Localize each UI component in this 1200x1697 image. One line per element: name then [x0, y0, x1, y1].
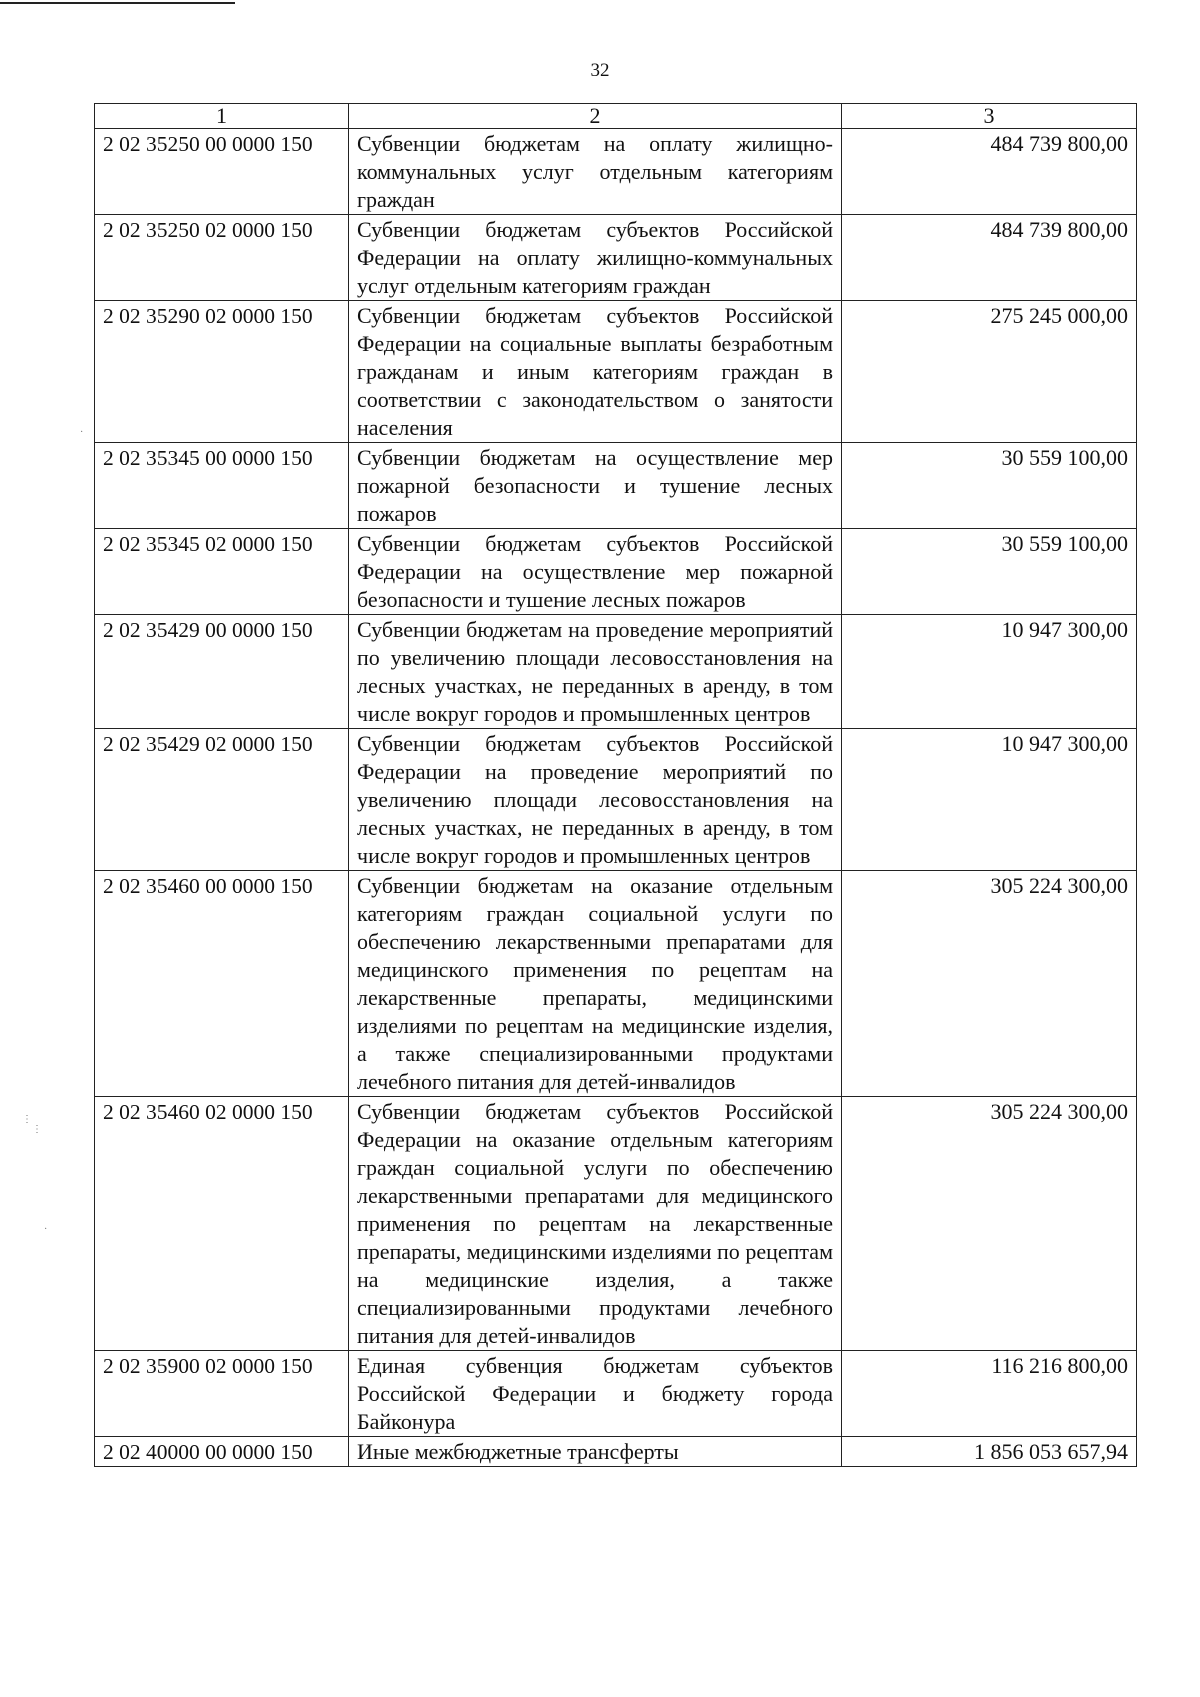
scan-speck: ⋮ [32, 1124, 42, 1135]
budget-code: 2 02 40000 00 0000 150 [95, 1437, 349, 1467]
table-row [95, 1437, 1137, 1467]
column-header: 3 [842, 104, 1137, 129]
amount: 116 216 800,00 [842, 1351, 1137, 1437]
revenue-name: Субвенции бюджетам на оплату жилищно-коммунальных услуг отдельным категориям граждан [349, 129, 842, 215]
table-row [95, 443, 1137, 529]
scan-speck: ⋮ [22, 1114, 32, 1125]
amount: 30 559 100,00 [842, 529, 1137, 615]
budget-code: 2 02 35429 00 0000 150 [95, 615, 349, 729]
table-row [95, 301, 1137, 443]
scan-edge-line [0, 2, 235, 4]
scan-speck: · [80, 427, 84, 438]
amount: 305 224 300,00 [842, 871, 1137, 1097]
budget-code: 2 02 35345 00 0000 150 [95, 443, 349, 529]
revenue-name: Субвенции бюджетам на проведение мероприятий по увеличению площади лесовосстановления на лесных участках, не переданных в аренду, в том числе вокруг городов и промышленных центров [349, 615, 842, 729]
table-row [95, 871, 1137, 1097]
amount: 30 559 100,00 [842, 443, 1137, 529]
budget-table [94, 103, 1137, 1467]
revenue-name: Субвенции бюджетам на оказание отдельным категориям граждан социальной услуги по обеспечению лекарственными препаратами для медицинского применения по рецептам на лекарственные препараты, медицинскими изделиями по рецептам на медицинские изделия, а также специализированными продуктами лечебного питания для детей-инвалидов [349, 871, 842, 1097]
scan-speck: · [44, 1224, 48, 1235]
amount: 10 947 300,00 [842, 615, 1137, 729]
table-row [95, 1351, 1137, 1437]
budget-code: 2 02 35460 00 0000 150 [95, 871, 349, 1097]
amount: 305 224 300,00 [842, 1097, 1137, 1351]
revenue-name: Субвенции бюджетам субъектов Российской Федерации на осуществление мер пожарной безопасности и тушение лесных пожаров [349, 529, 842, 615]
amount: 1 856 053 657,94 [842, 1437, 1137, 1467]
revenue-name: Единая субвенция бюджетам субъектов Российской Федерации и бюджету города Байконура [349, 1351, 842, 1437]
table-row [95, 215, 1137, 301]
budget-code: 2 02 35250 02 0000 150 [95, 215, 349, 301]
revenue-name: Субвенции бюджетам субъектов Российской Федерации на оказание отдельным категориям граждан социальной услуги по обеспечению лекарственными препаратами для медицинского применения по рецептам на лекарственные препараты, медицинскими изделиями по рецептам на медицинские изделия, а также специализированными продуктами лечебного питания для детей-инвалидов [349, 1097, 842, 1351]
revenue-name: Субвенции бюджетам субъектов Российской Федерации на социальные выплаты безработным гражданам и иным категориям граждан в соответствии с законодательством о занятости населения [349, 301, 842, 443]
table-row [95, 729, 1137, 871]
table-header-row [95, 104, 1137, 129]
budget-code: 2 02 35460 02 0000 150 [95, 1097, 349, 1351]
budget-code: 2 02 35345 02 0000 150 [95, 529, 349, 615]
budget-code: 2 02 35250 00 0000 150 [95, 129, 349, 215]
table-row [95, 529, 1137, 615]
table-row [95, 129, 1137, 215]
budget-code: 2 02 35290 02 0000 150 [95, 301, 349, 443]
budget-code: 2 02 35900 02 0000 150 [95, 1351, 349, 1437]
amount: 275 245 000,00 [842, 301, 1137, 443]
revenue-name: Субвенции бюджетам на осуществление мер пожарной безопасности и тушение лесных пожаров [349, 443, 842, 529]
amount: 10 947 300,00 [842, 729, 1137, 871]
table-row [95, 1097, 1137, 1351]
column-header: 2 [349, 104, 842, 129]
page-number: 32 [590, 60, 610, 81]
revenue-name: Субвенции бюджетам субъектов Российской Федерации на проведение мероприятий по увеличению площади лесовосстановления на лесных участках, не переданных в аренду, в том числе вокруг городов и промышленных центров [349, 729, 842, 871]
revenue-name: Иные межбюджетные трансферты [349, 1437, 842, 1467]
table-row [95, 615, 1137, 729]
amount: 484 739 800,00 [842, 129, 1137, 215]
budget-code: 2 02 35429 02 0000 150 [95, 729, 349, 871]
column-header: 1 [95, 104, 349, 129]
amount: 484 739 800,00 [842, 215, 1137, 301]
revenue-name: Субвенции бюджетам субъектов Российской Федерации на оплату жилищно-коммунальных услуг отдельным категориям граждан [349, 215, 842, 301]
